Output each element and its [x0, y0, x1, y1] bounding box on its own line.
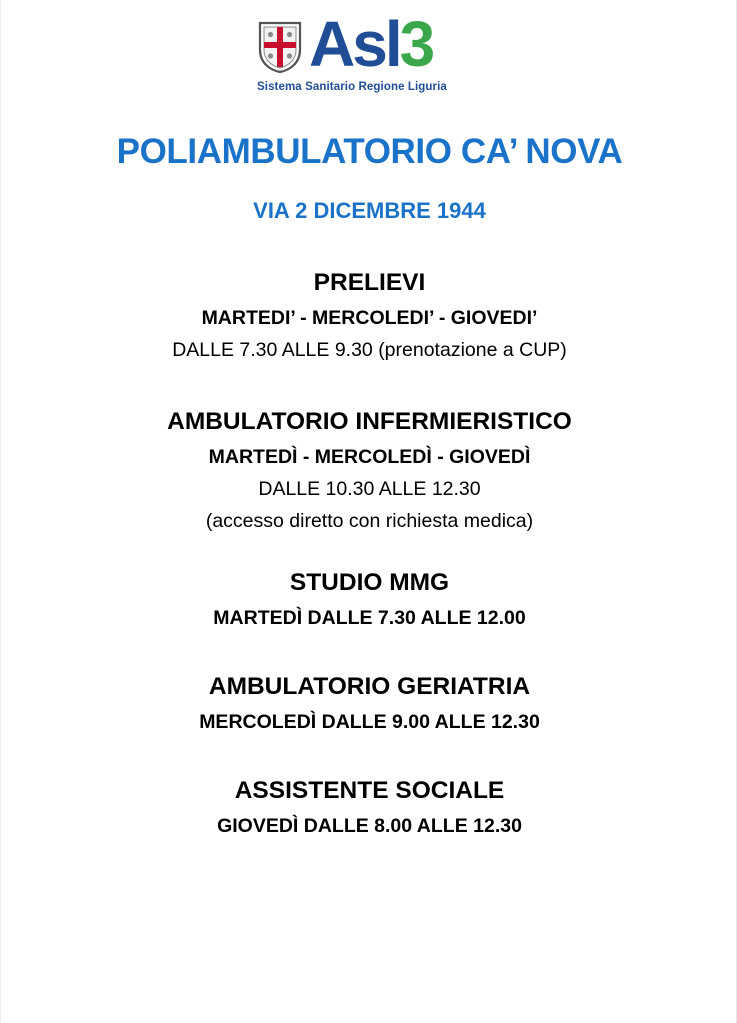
logo-tagline: Sistema Sanitario Regione Liguria: [257, 81, 447, 93]
section-days: GIOVEDÌ DALLE 8.00 ALLE 12.30: [217, 815, 522, 837]
section-heading: ASSISTENTE SOCIALE: [234, 777, 505, 804]
section-heading: STUDIO MMG: [289, 569, 450, 596]
section-time: DALLE 7.30 ALLE 9.30 (prenotazione a CUP): [172, 339, 567, 361]
asl3-logo: [256, 8, 456, 100]
section-heading: AMBULATORIO INFERMIERISTICO: [167, 408, 572, 435]
section-time: DALLE 10.30 ALLE 12.30: [258, 478, 481, 500]
section-studio-mmg: [1, 567, 737, 634]
logo-wordmark-number: 3: [399, 8, 433, 80]
section-prelievi: [1, 267, 737, 366]
section-ambulatorio-geriatria: [1, 671, 737, 738]
section-days: MARTEDI’ - MERCOLEDI’ - GIOVEDI’: [201, 307, 538, 329]
section-note: (accesso diretto con richiesta medica): [205, 510, 534, 532]
liguria-shield-icon: [257, 20, 303, 74]
section-days: MARTEDÌ - MERCOLEDÌ - GIOVEDÌ: [208, 446, 531, 468]
section-ambulatorio-infermieristico: [1, 406, 737, 537]
address: VIA 2 DICEMBRE 1944: [253, 198, 486, 223]
section-assistente-sociale: [1, 775, 737, 842]
logo-wordmark: [309, 8, 433, 80]
page-title: POLIAMBULATORIO CA’ NOVA: [116, 132, 623, 171]
section-heading: PRELIEVI: [313, 269, 426, 296]
section-days: MARTEDÌ DALLE 7.30 ALLE 12.00: [213, 607, 526, 629]
logo-wordmark-asl: Asl: [309, 8, 400, 80]
section-heading: AMBULATORIO GERIATRIA: [208, 673, 531, 700]
section-days: MERCOLEDÌ DALLE 9.00 ALLE 12.30: [199, 711, 540, 733]
